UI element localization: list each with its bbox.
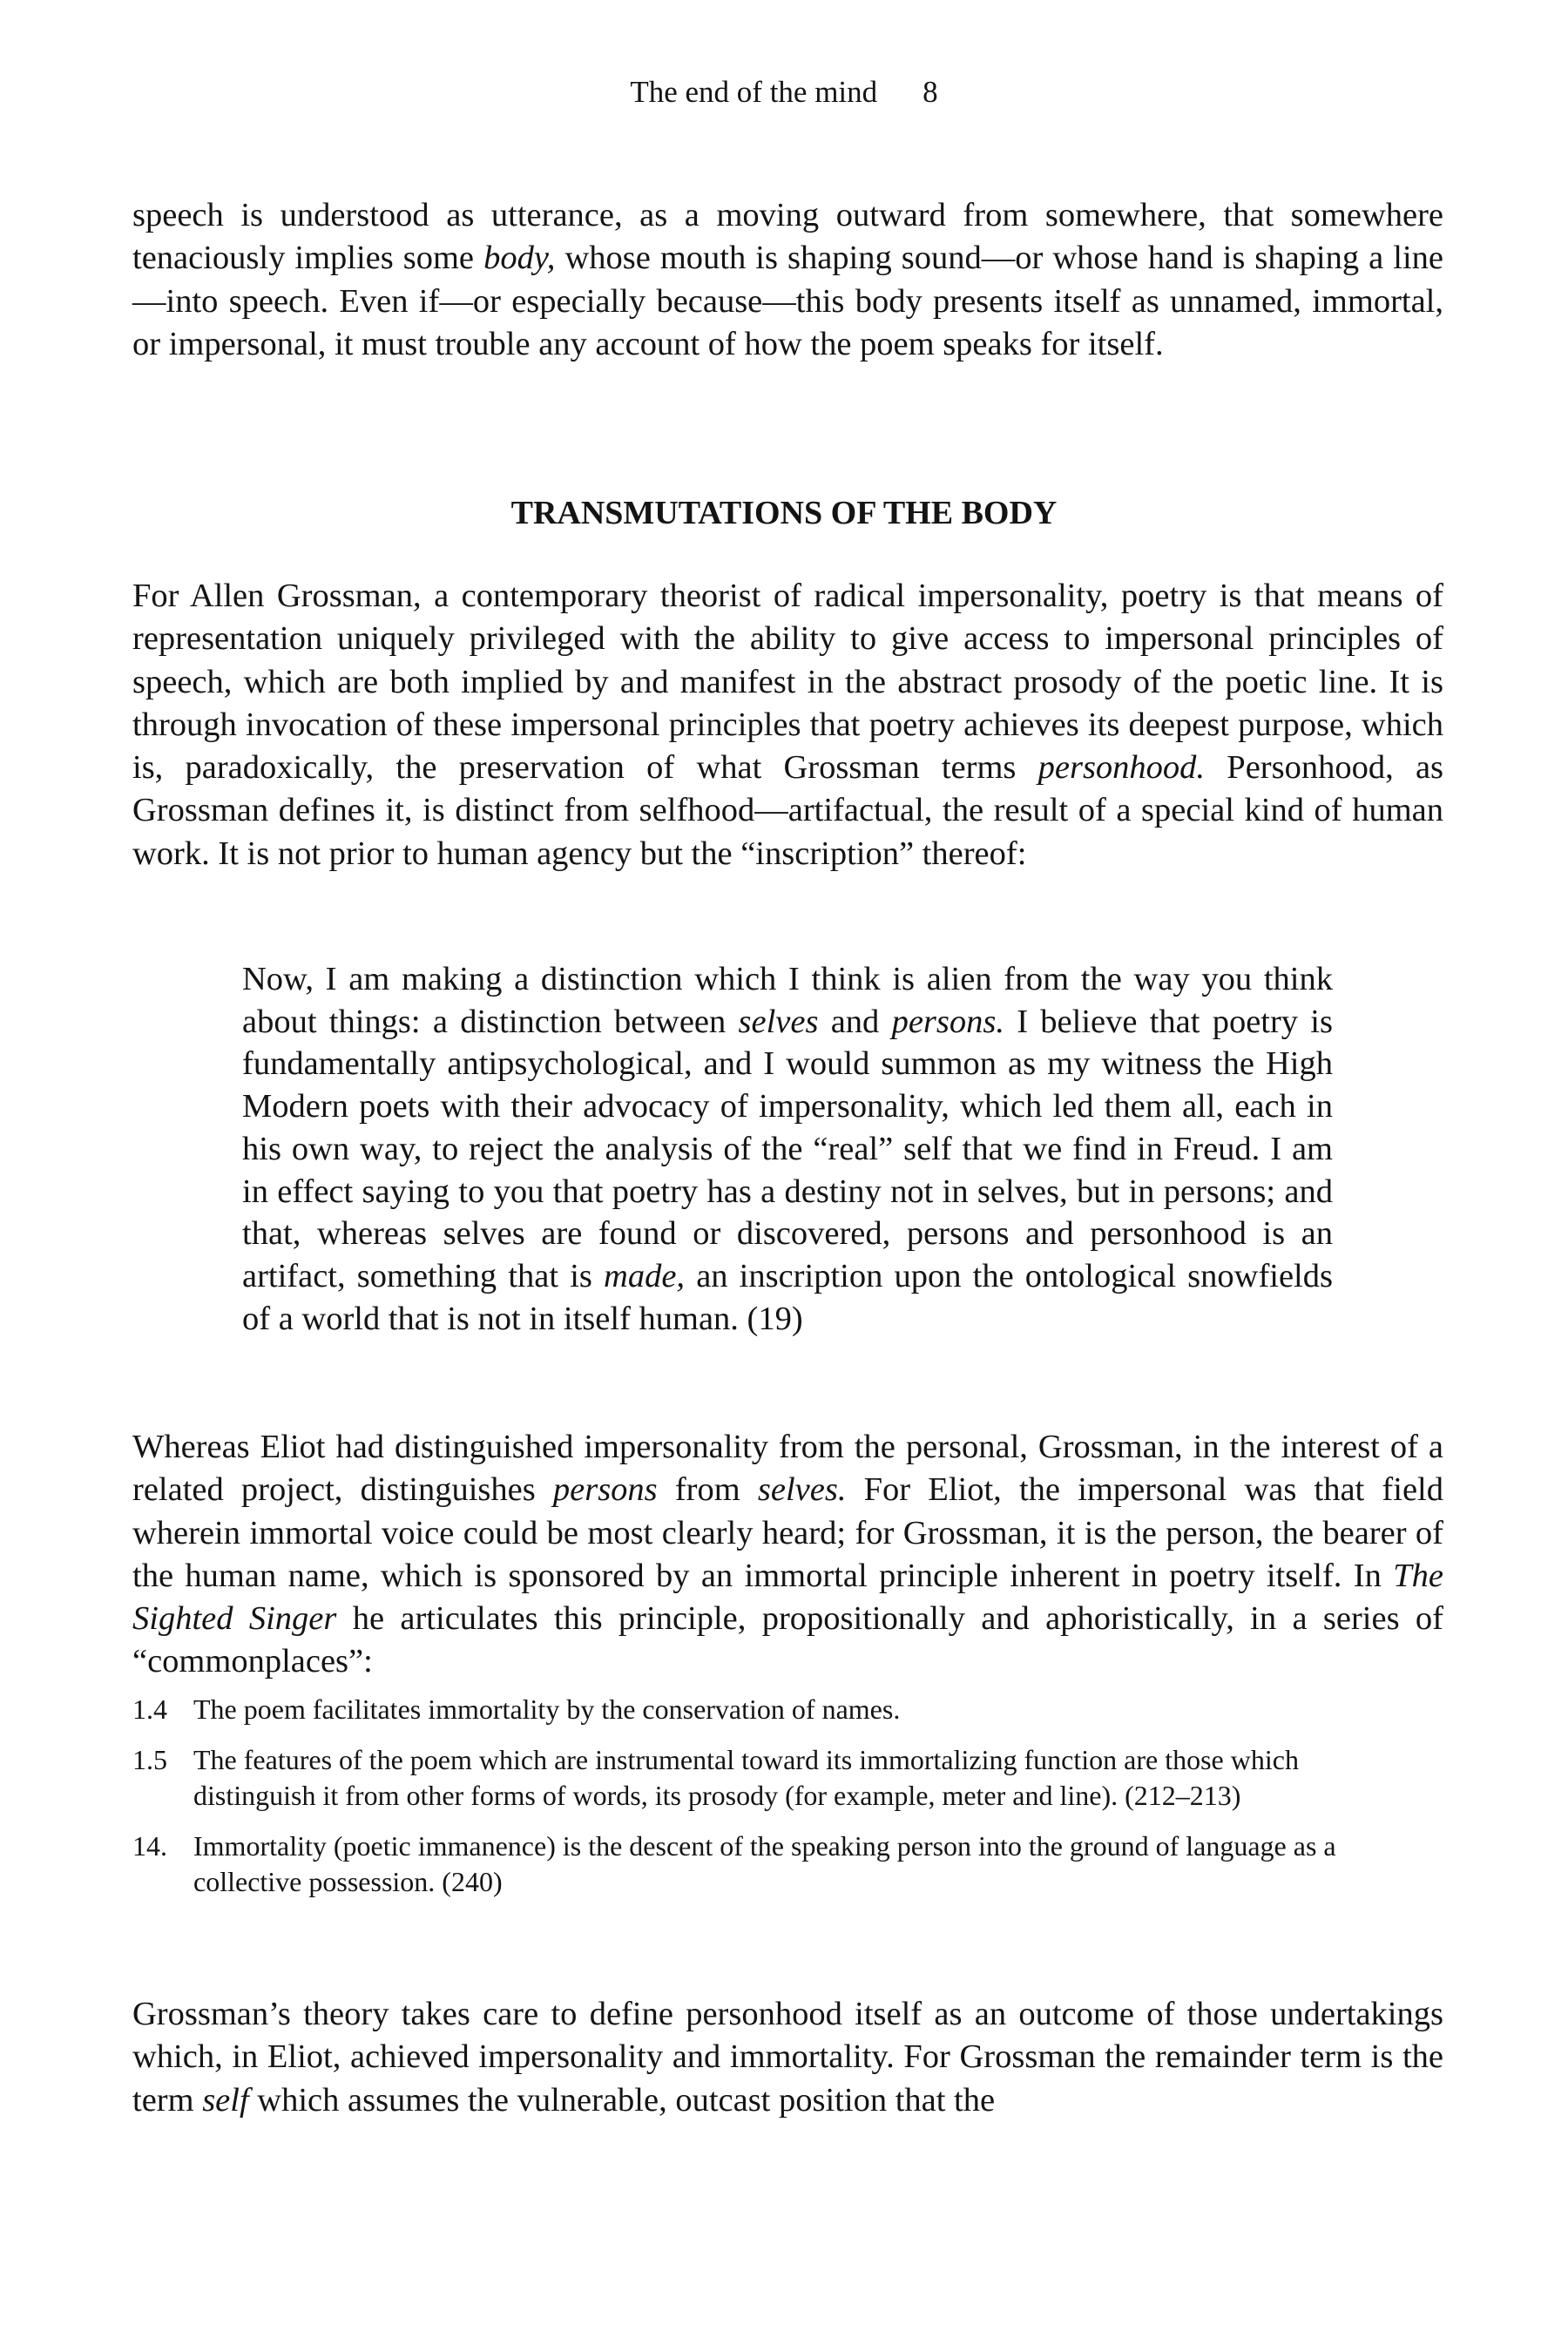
paragraph-continuation — [132, 194, 1443, 366]
commonplace-item — [132, 1828, 1443, 1900]
page-number: 8 — [923, 75, 938, 109]
section-heading: TRANSMUTATIONS OF THE BODY — [510, 495, 1058, 531]
book-title-sighted-singer: The Sighted Singer — [132, 1557, 1443, 1638]
commonplace-number: 14. — [132, 1830, 167, 1862]
emphasis-made: made, — [604, 1257, 686, 1294]
paragraph-text: he articulates this principle, propositionally and aphoristically, in a series of “commonplaces”: — [132, 1600, 1443, 1680]
paragraph-text: whose mouth is shaping sound—or whose hand is shaping a line—into speech. Even if—or especially because—this body presents itself as unnamed, immortal, or impersonal, it must trouble any account of how the poem speaks for itself. — [132, 240, 1443, 362]
running-head-title: The end of the mind — [630, 75, 878, 109]
paragraph-text: For Allen Grossman, a contemporary theorist of radical impersonality, poetry is that means of representation uniquely privileged with the ability to give access to impersonal principles of speech, which are both implied by and manifest in the abstract prosody of the poetic line. It is through invocation of these impersonal principles that poetry achieves its deepest purpose, which is, paradoxically, the preservation of what Grossman terms — [132, 578, 1443, 787]
paragraph-grossman-intro — [132, 575, 1443, 875]
commonplace-item — [132, 1742, 1443, 1814]
paragraph-text: which assumes the vulnerable, outcast position that the — [248, 2081, 996, 2119]
block-quote — [242, 958, 1333, 1340]
paragraph-text: Whereas Eliot had distinguished impersonality from the personal, Grossman, in the interest of a related project, distinguishes — [132, 1429, 1443, 1509]
paragraph-eliot-grossman — [132, 1426, 1443, 1684]
emphasis-selves: selves. — [757, 1471, 847, 1509]
emphasis-self: self — [202, 2081, 249, 2119]
commonplace-item — [132, 1692, 1443, 1727]
emphasis-persons: persons. — [891, 1003, 1004, 1040]
emphasis-persons: persons — [552, 1471, 658, 1509]
quote-text: I believe that poetry is fundamentally antipsychological, and I would summon as my witness the High Modern poets with their advocacy of impersonality, which led them all, each in his own way, to reject the analysis of the “real” self that we find in Freud. I am in effect saying to you that poetry has a destiny not in selves, but in persons; and that, whereas selves are found or discovered, persons and personhood is an artifact, something that is — [242, 1003, 1333, 1294]
quote-text: an inscription upon the ontological snowfields of a world that is not in itself human. (19) — [242, 1257, 1333, 1337]
commonplace-text: The features of the poem which are instrumental toward its immortalizing function are those which distinguish it from other forms of words, its prosody (for example, meter and line). (212–213) — [193, 1744, 1299, 1811]
commonplaces-list — [132, 1692, 1443, 1915]
commonplace-text: The poem facilitates immortality by the conservation of names. — [193, 1693, 901, 1725]
commonplace-number: 1.5 — [132, 1744, 167, 1775]
paragraph-grossman-theory — [132, 1993, 1443, 2122]
quote-text: and — [818, 1003, 892, 1040]
paragraph-text: Personhood, as Grossman defines it, is distinct from selfhood—artifactual, the result of a special kind of human work. It is not prior to human agency but the “inscription” thereof: — [132, 749, 1444, 872]
emphasis-personhood: personhood. — [1037, 749, 1206, 787]
emphasis-selves: selves — [738, 1003, 819, 1040]
emphasis-body: body, — [483, 240, 556, 277]
paragraph-text: from — [657, 1471, 758, 1509]
quote-text: Now, I am making a distinction which I think is alien from the way you think about things: a distinction between — [242, 961, 1333, 1040]
commonplace-text: Immortality (poetic immanence) is the descent of the speaking person into the ground of language as a collective possession. (240) — [193, 1830, 1336, 1897]
paragraph-text: Grossman’s theory takes care to define personhood itself as an outcome of those undertakings which, in Eliot, achieved impersonality and immortality. For Grossman the remainder term is the term — [132, 1996, 1443, 2119]
paragraph-text: speech is understood as utterance, as a moving outward from somewhere, that somewhere tenaciously implies some — [132, 197, 1443, 277]
running-head — [0, 73, 1568, 112]
commonplace-number: 1.4 — [132, 1693, 167, 1725]
paragraph-text: For Eliot, the impersonal was that field wherein immortal voice could be most clearly heard; for Grossman, it is the person, the bearer of the human name, which is sponsored by an immortal principle inherent in poetry itself. In — [132, 1471, 1443, 1594]
